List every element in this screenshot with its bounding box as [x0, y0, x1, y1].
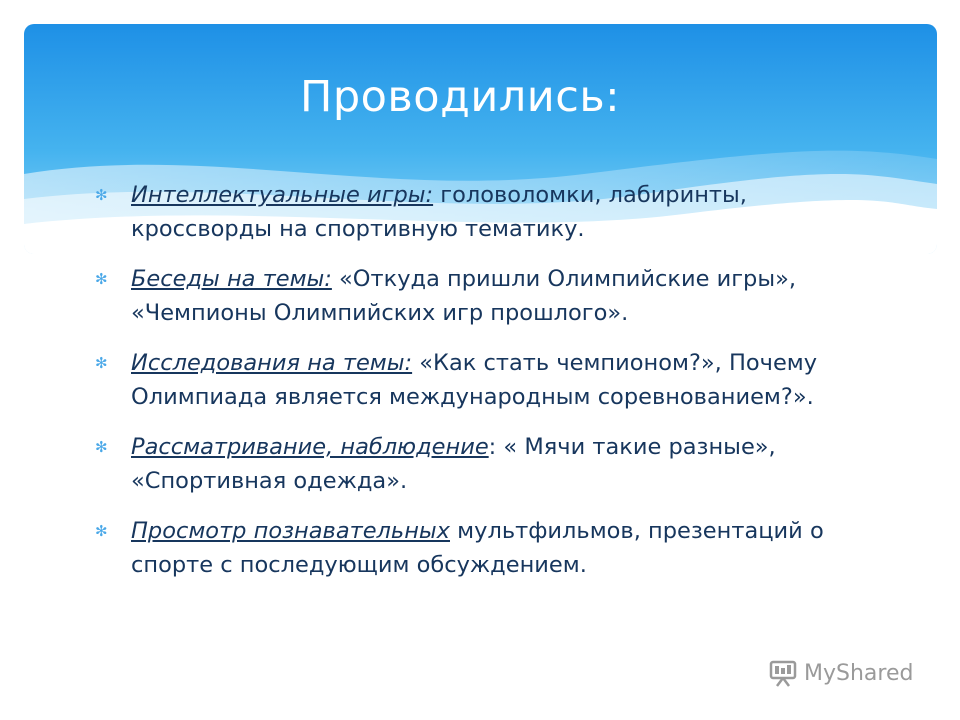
- bullet-text: «Откуда пришли Олимпийские игры», «Чемпионы Олимпийских игр прошлого».: [131, 266, 797, 326]
- list-item: [95, 262, 885, 330]
- bullet-text: мультфильмов, презентаций о спорте с последующим обсуждением.: [131, 518, 824, 578]
- list-item: [95, 178, 885, 246]
- asterisk-bullet-icon: ✻: [95, 270, 108, 288]
- list-item: [95, 514, 885, 582]
- asterisk-bullet-icon: ✻: [95, 522, 108, 540]
- watermark-text: MyShared: [804, 660, 914, 686]
- myshared-watermark: [768, 658, 913, 688]
- bullet-term: Беседы на темы:: [131, 266, 332, 292]
- bullet-text: : « Мячи такие разные», «Спортивная одежда».: [131, 434, 776, 494]
- bullet-list: [95, 178, 885, 598]
- bullet-term: Рассматривание, наблюдение: [131, 434, 489, 460]
- slide-title: Проводились:: [300, 72, 621, 122]
- asterisk-bullet-icon: ✻: [95, 354, 108, 372]
- asterisk-bullet-icon: ✻: [95, 186, 108, 204]
- bullet-term: Интеллектуальные игры:: [131, 182, 434, 208]
- bullet-text: «Как стать чемпионом?», Почему Олимпиада является международным соревнованием?».: [131, 350, 818, 410]
- bullet-text: головоломки, лабиринты, кроссворды на спортивную тематику.: [131, 182, 747, 242]
- list-item: [95, 346, 885, 414]
- presentation-board-icon: [768, 659, 798, 687]
- bullet-term: Исследования на темы:: [131, 350, 413, 376]
- bullet-term: Просмотр познавательных: [131, 518, 450, 544]
- list-item: [95, 430, 885, 498]
- asterisk-bullet-icon: ✻: [95, 438, 108, 456]
